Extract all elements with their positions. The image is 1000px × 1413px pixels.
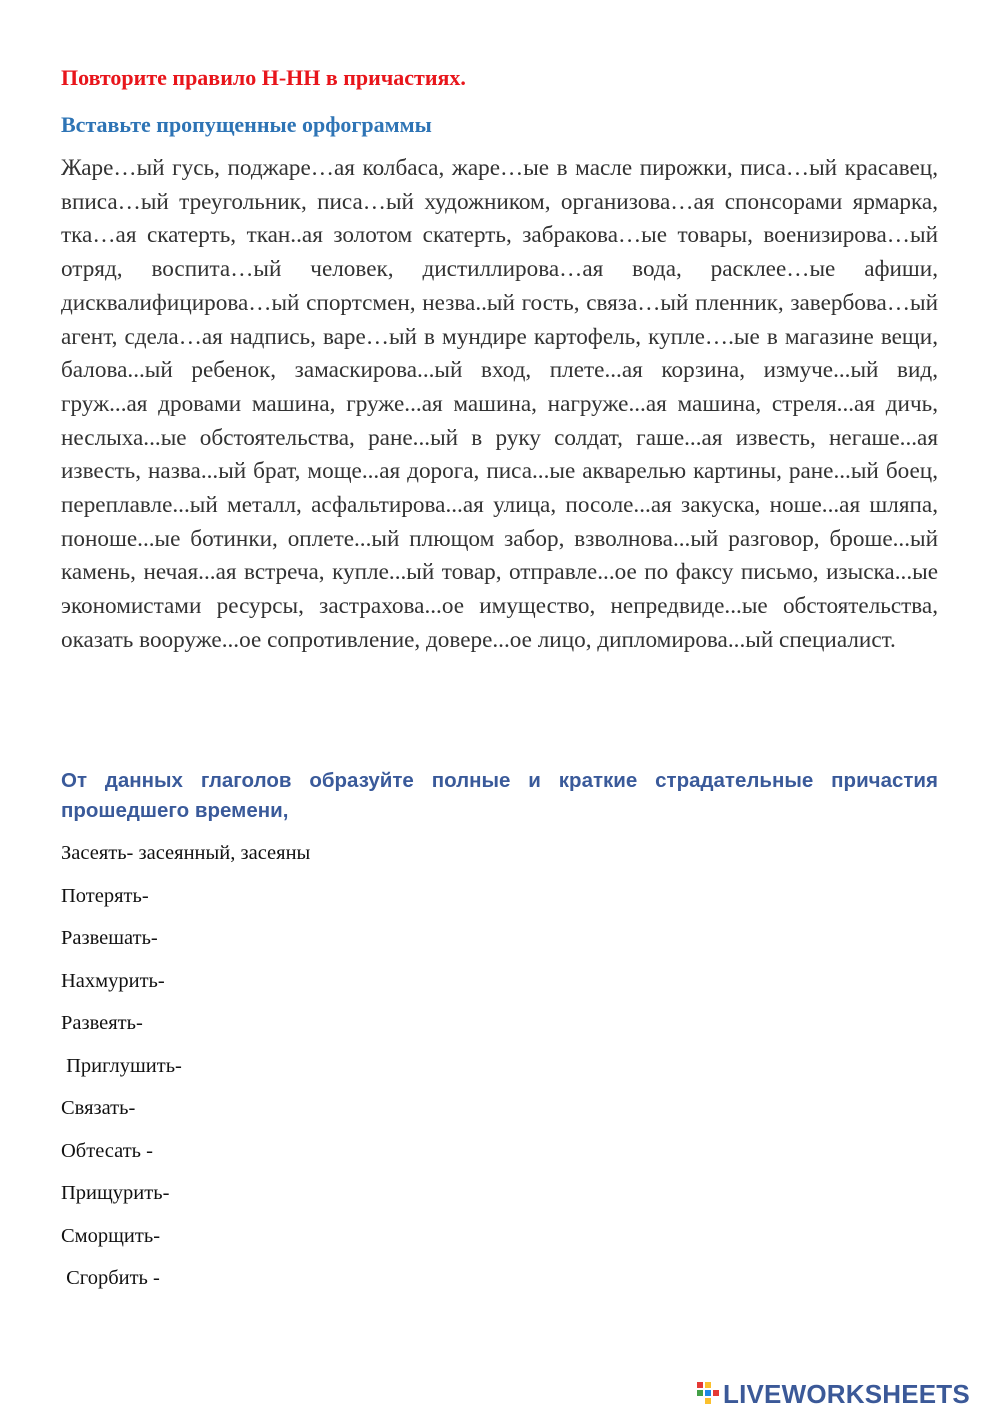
liveworksheets-wordmark: LIVEWORKSHEETS (723, 1379, 970, 1409)
verb-list (61, 838, 938, 1306)
verb-item: Развешать- (61, 927, 158, 949)
task2-heading: От данных глаголов образуйте полные и краткие страдательные причастия прошедшего времени, (61, 769, 938, 822)
verb-item: Связать- (61, 1097, 136, 1119)
verb-item: Потерять- (61, 884, 149, 907)
verb-item: Обтесать - (61, 1139, 153, 1162)
verb-item: Засеять- засеянный, засеяны (61, 842, 311, 864)
liveworksheets-icon (697, 1382, 719, 1406)
liveworksheets-logo (697, 1379, 970, 1409)
verb-item: Приглушить- (61, 1054, 182, 1077)
verb-item: Нахмурить- (61, 969, 165, 992)
verb-item: Сморщить- (61, 1224, 161, 1247)
exercise-paragraph: Жаре…ый гусь, поджаре…ая колбаса, жаре…ые в масле пирожки, писа…ый красавец, вписа…ый треугольник, писа…ый художником, организова…ая спонсорами ярмарка, тка…ая скатерть, ткан..ая золотом скатерть, забракова…ые товары, военизирова…ый отряд, воспита…ый человек, дистиллирова…ая вода, расклее…ые афиши, дисквалифицирова…ый спортсмен, незва..ый гость, связа…ый пленник, завербова…ый агент, сдела…ая надпись, варе…ый в мундире картофель, купле….ые в магазине вещи, балова...ый ребенок, замаскирова...ый вход, плете...ая корзина, измуче...ый вид, груж...ая дровами машина, груже...ая машина, нагруже...ая машина, стреля...ая дичь, неслыха...ые обстоятельства, ране...ый в руку солдат, гаше...ая известь, негаше...ая известь, назва...ый брат, моще...ая дорога, писа...ые акварелью картины, ране...ый боец, переплавле...ый металл, асфальтирова...ая улица, посоле...ая закуска, ноше...ая шляпа, поноше...ые ботинки, оплете...ый плющом забор, взволнова...ый разговор, броше...ый камень, нечая...ая встреча, купле...ый товар, отправле...ое по факсу письмо, изыска...ые экономистами ресурсы, застрахова...ое имущество, непредвиде...ые обстоятельства, оказать вооруже...ое сопротивление, довере...ое лицо, дипломирова...ый специалист. (61, 155, 938, 653)
verb-item: Сгорбить - (61, 1267, 160, 1289)
rule-heading: Повторите правило Н-НН в причастиях. (61, 65, 466, 90)
verb-item: Прищурить- (61, 1182, 170, 1204)
task1-heading: Вставьте пропущенные орфограммы (61, 112, 432, 137)
verb-item: Развеять- (61, 1012, 143, 1034)
